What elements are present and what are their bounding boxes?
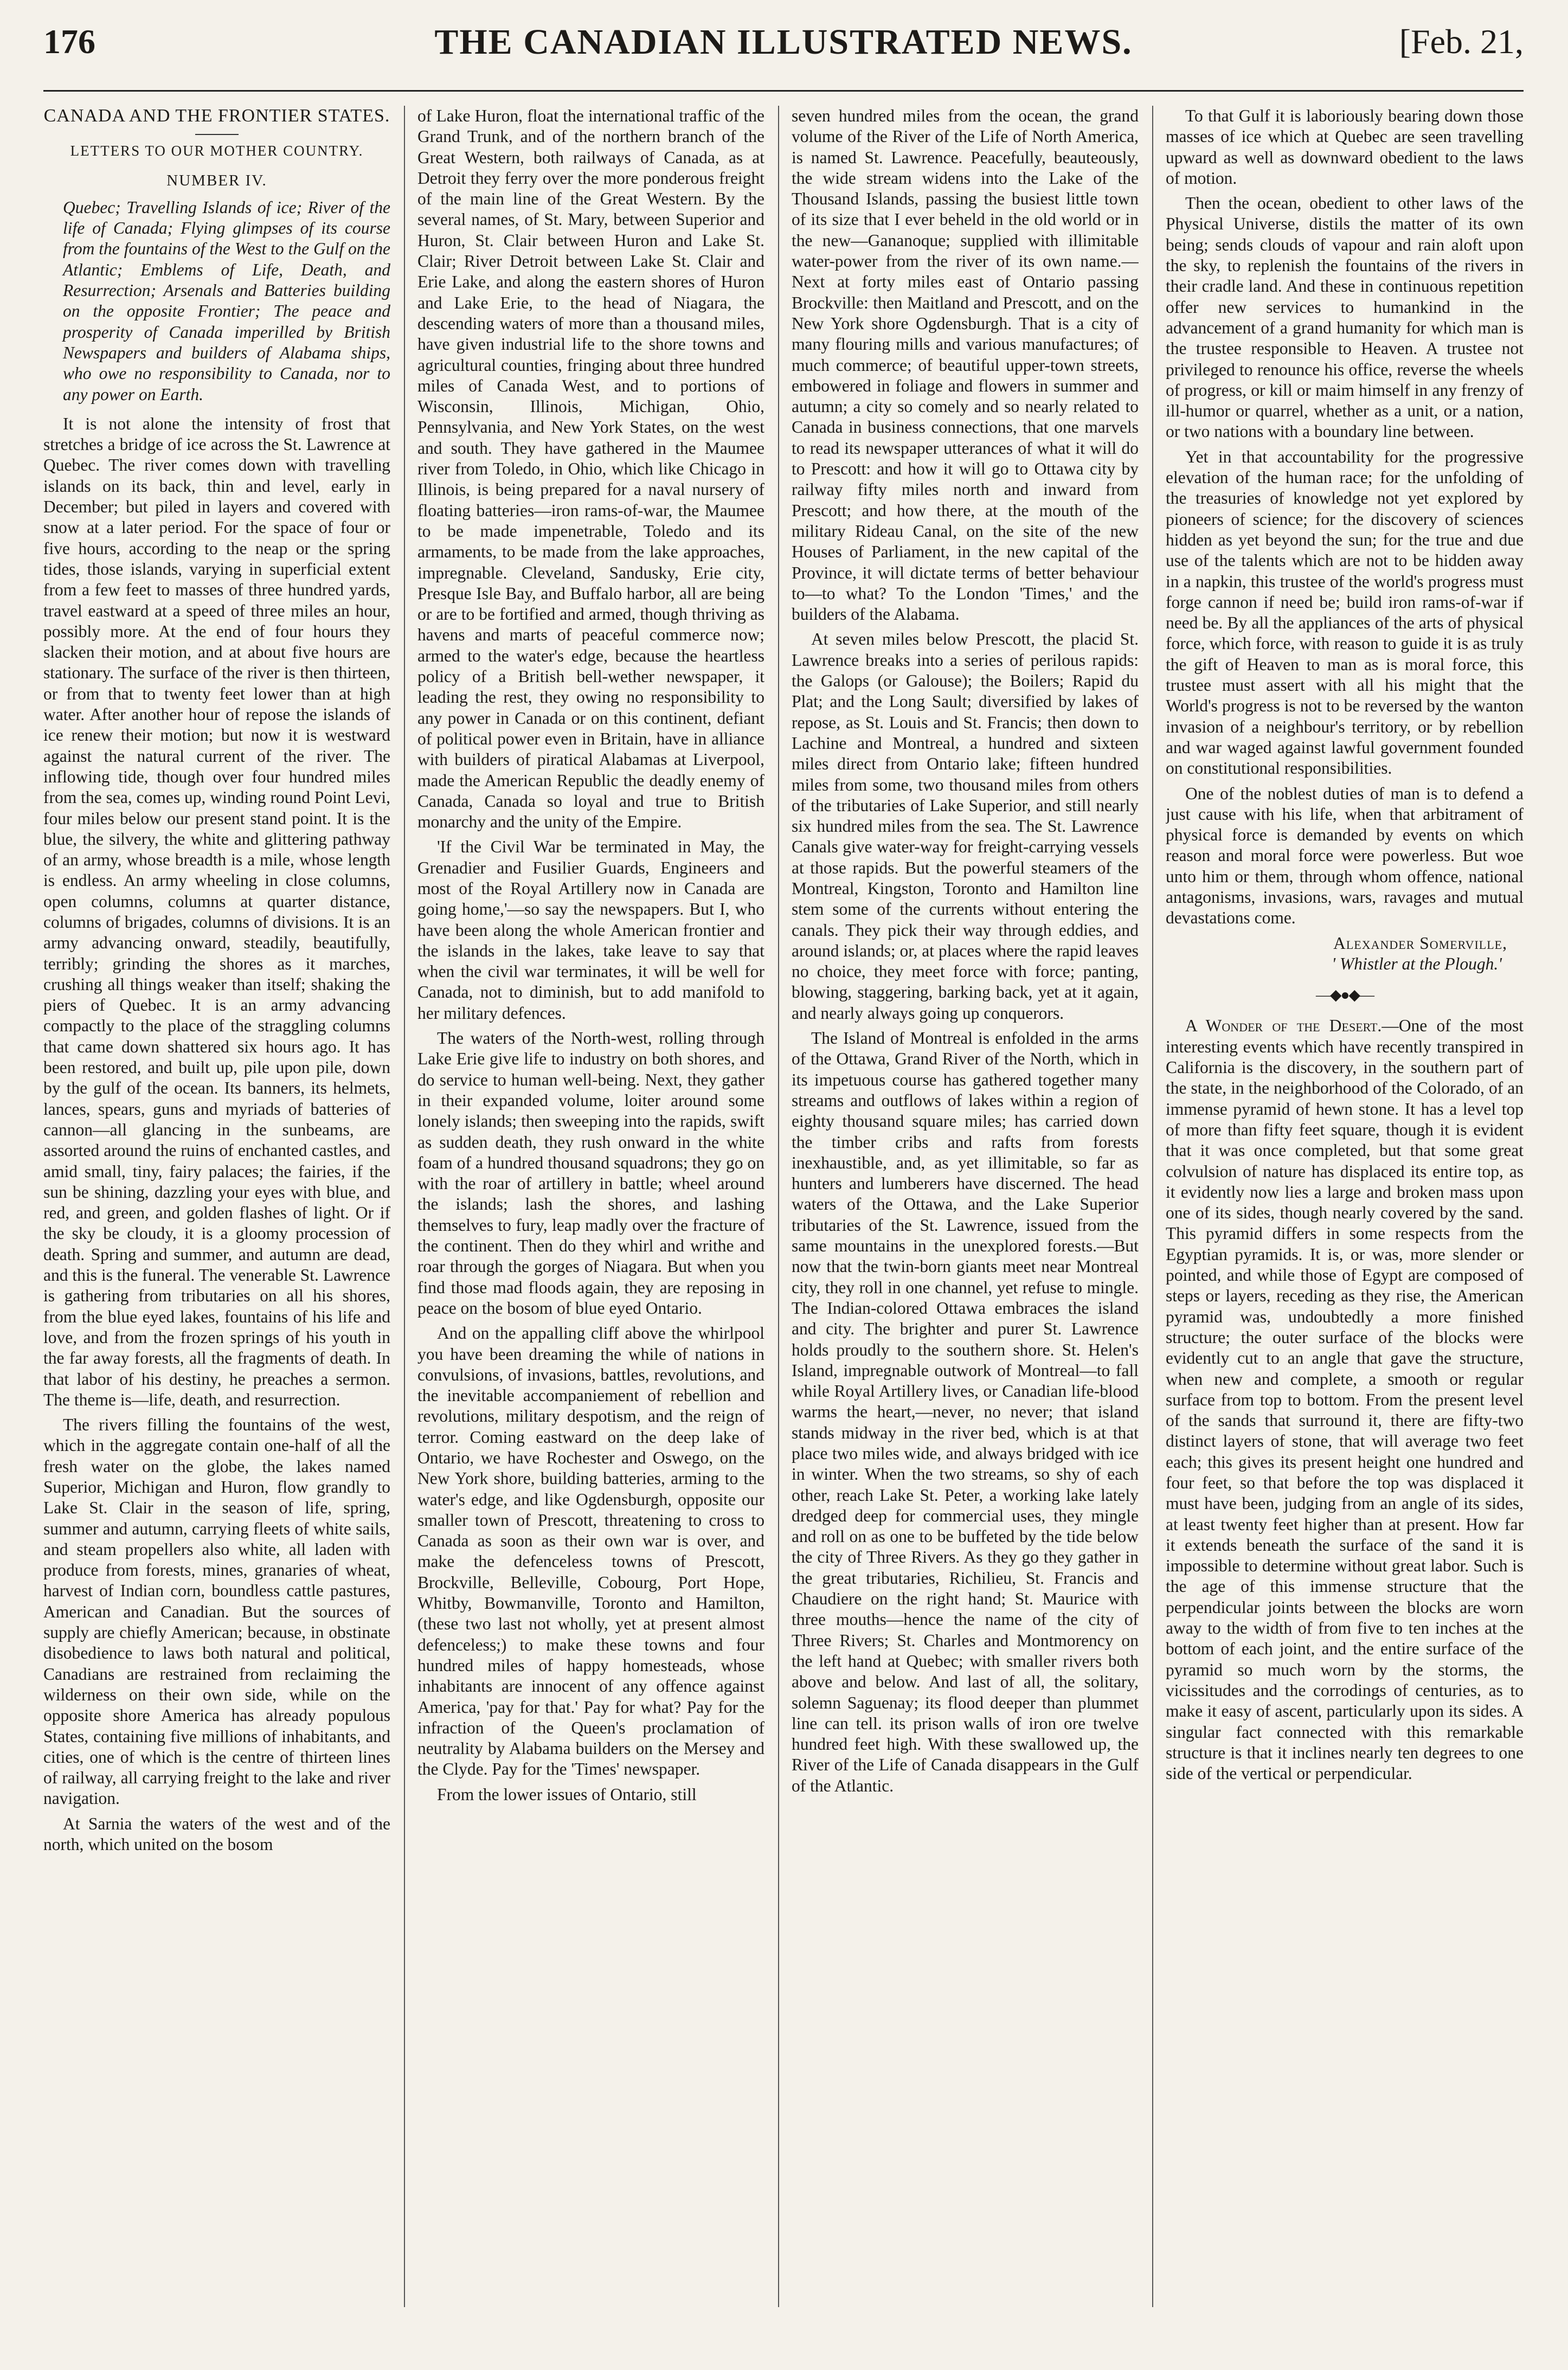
paragraph: From the lower issues of Ontario, still: [437, 1784, 697, 1804]
paragraph: Yet in that accountability for the progressive elevation of the human race; for the unfolding of the treasuries of knowledge not yet explored by pioneers of science; for the discovery of sciences hidden as yet beyond the sun; for the true and due use of the talents which are not to be hidden away in a napkin, this trustee of the world's progress must forge cannon if need be; build iron rams-of-war if need be. By all the appliances of the arts of physical force, which force, with reason to guide it is as truly the gift of Heaven to man as is moral force, this trustee must assert with all his might that the World's progress is not to be reversed by the wanton invasion of a neighbour's territory, or by rebellion and war waged against lawful government founded on constitutional responsibilities.: [1166, 447, 1524, 778]
author-pen-name: ' Whistler at the Plough.': [1332, 954, 1502, 973]
paragraph: To that Gulf it is laboriously bearing down those masses of ice which at Quebec are seen travelling upward as well as downward obedient to the laws of motion.: [1166, 106, 1524, 188]
article-title: CANADA AND THE FRONTIER STATES.: [43, 106, 390, 126]
paragraph: At seven miles below Prescott, the placid St. Lawrence breaks into a series of perilous rapids: the Galops (or Galouse); the Boilers; Rapid du Plat; and the Long Sault; diversified by lakes of repose, as St. Louis and St. Francis; then down to Lachine and Montreal, a hundred and sixteen miles direct from Ontario lake; fifteen hundred miles from some, two thousand miles from others of the tributaries of Lake Superior, and still nearly six hundred miles from the sea. The St. Lawrence Canals give water-way for freight-carrying vessels at those rapids. But the powerful steamers of the Montreal, Kingston, Toronto and Hamilton line stem some of the currents without entering the canals. They pick their way through eddies, and around islands; or, at places where the rapid leaves no choice, they meet force with force; panting, blowing, staggering, barking back, yet at it again, and nearly always going up conquerors.: [792, 630, 1139, 1023]
paragraph: Then the ocean, obedient to other laws of the Physical Universe, distils the matter of its own being; sends clouds of vapour and rain aloft upon the sky, to replenish the fountains of the rivers in their cradle land. And these in continuous repetition offer new services to humankind in the advancement of a grand humanity for which man is the trustee responsible to Heaven. A trustee not privileged to renounce his office, reverse the wheels of progress, or kill or maim himself in any frenzy of ill-humor or quarrel, whether as a unit, or a nation, or two nations with a boundary line between.: [1166, 194, 1524, 441]
paragraph: 'If the Civil War be terminated in May, the Grenadier and Fusilier Guards, Engineers and most of the Royal Artillery now in Canada are going home,'—so say the newspapers. But I, who have been along the whole American frontier and the islands in the lakes, take leave to say that when the civil war terminates, it will be well for Canada, not to diminish, but to add manifold to her military defences.: [417, 837, 764, 1023]
title-rule: [195, 134, 239, 135]
section-ornament: —◆●◆—: [1316, 987, 1373, 1004]
column-3: [792, 106, 1139, 2307]
paragraph: It is not alone the intensity of frost that stretches a bridge of ice across the St. Lawrence at Quebec. The river comes down with travelling islands on its back, thin and level, early in December; but piled in layers and covered with snow at a later period. For the space of four or five hours, according to the neap or the spring tides, those islands, varying in superficial extent from a few feet to masses of three hundred yards, travel eastward at a speed of three miles an hour, possibly more. At the end of four hours they slacken their motion, and at about five hours are stationary. The surface of the river is then thirteen, or from that to twenty feet lower than at high water. After another hour of repose the islands of ice renew their motion; but now it is westward against the natural current of the river. The inflowing tide, though over four hundred miles from the sea, comes up, winding round Point Levi, four miles below our present stand point. It is the blue, the silvery, the white and glittering pathway of an army, whose breadth is a mile, whose length is endless. An army wheeling in close columns, open columns, columns at quarter distance, columns of brigades, columns of divisions. It is an army advancing onward, steadily, beautifully, terribly; grinding the shores as it marches, crushing all things weaker than itself; shaking the piers of Quebec. It is an army advancing compactly to the place of the straggling columns that came down shattered six hours ago. It has been restored, and built up, pile upon pile, down by the gulf of the ocean. Its banners, its helmets, lances, spears, guns and myriads of batteries of cannon—all glancing in the sunbeams, are assorted around the ruins of enchanted castles, and amid small, tiny, fairy palaces; the fairies, if the sun be shining, dazzling your eyes with blue, and red, and green, and golden flashes of light. Or if the sky be cloudy, it is a gloomy procession of death. Spring and summer, and autumn are dead, and this is the funeral. The venerable St. Lawrence is gathering from tributaries on all his shores, from the blue eyed lakes, fountains of his life and love, and from the frozen springs of his youth in the far away forests, all the fragments of death. In that labor of his destiny, he preaches a sermon. The theme is—life, death, and resurrection.: [43, 414, 390, 1409]
page-number: 176: [43, 22, 95, 61]
paragraph: One of the noblest duties of man is to defend a just cause with his life, when that arbitrament of physical force is demanded by events on which reason and moral force were powerless. But woe unto him or them, through whom offence, national antagonisms, invasions, wars, ravages and mutual devastations come.: [1166, 783, 1524, 928]
article-series: LETTERS TO OUR MOTHER COUNTRY.: [70, 143, 364, 159]
paragraph: The rivers filling the fountains of the west, which in the aggregate contain one-half of all the fresh water on the globe, the lakes named Superior, Michigan and Huron, flow grandly to Lake St. Clair in the season of life, spring, summer and autumn, carrying fleets of white sails, and steam propellers also white, all laden with produce from forests, mines, granaries of wheat, harvest of Indian corn, boundless cattle pastures, American and Canadian. But the sources of supply are chiefly American; because, in obstinate disobedience to laws both natural and political, Canadians are restrained from reclaiming the wilderness on their own side, while on the opposite shore America has already populous States, containing five millions of inhabitants, and cities, one of which is the centre of thirteen lines of railway, all carrying freight to the lake and river navigation.: [43, 1415, 390, 1808]
paragraph: The waters of the North-west, rolling through Lake Erie give life to industry on both shores, and do service to human well-being. Next, they gather in their expanded volume, loiter around some lonely islands; then sweeping into the rapids, swift as sudden death, they rush onward in the white foam of a hundred thousand squadrons; they go on with the roar of artillery in battle; wheel around the islands; lash the shores, and lashing themselves to fury, leap madly over the fracture of the continent. Then do they whirl and writhe and roar through the gorges of Niagara. But when you find those mad floods again, they are reposing in peace on the bosom of blue eyed Ontario.: [417, 1029, 764, 1318]
page-header: [43, 22, 1524, 87]
paragraph: At Sarnia the waters of the west and of the north, which united on the bosom: [43, 1814, 390, 1854]
article-columns: [43, 106, 1524, 2307]
column-2: [417, 106, 764, 2307]
header-rule: [43, 90, 1524, 92]
column-4: [1166, 106, 1524, 2307]
article-body: —One of the most interesting events which have recently transpired in California is the discovery, in the southern part of the state, in the neighborhood of the Colorado, of an immense pyramid of hewn stone. It has a level top of more than fifty feet square, though it is evident that it was once completed, but that some great colvulsion of nature has displaced its entire top, as it evidently now lies a large and broken mass upon one of its sides, though nearly covered by the sand. This pyramid differs in some respects from the Egyptian pyramids. It is, or was, more slender or pointed, and while those of Egypt are composed of steps or layers, receding as they rise, the American pyramid was, undoubtedly a more finished structure; the outer surface of the blocks were evidently cut to an angle that gave the structure, when new and complete, a smooth or regular surface from top to bottom. From the present level of the sands that surround it, there are fifty-two distinct layers of stone, that will average two feet each; this gives its present height one hundred and four feet, so that before the top was displaced it must have been, judging from an angle of its sides, at least twenty feet higher than at present. How far it extends beneath the surface of the sand it is impossible to determine without great labor. Such is the age of this immense structure that the perpendicular joints between the blocks are worn away to the width of from five to ten inches at the bottom of each joint, and the entire surface of the pyramid so much worn by the storms, the vicissitudes and the corrodings of centuries, as to make it easy of ascent, particularly upon its sides. A singular fact connected with this remarkable structure is that it inclines nearly ten degrees to one side of the vertical or perpendicular.: [1166, 1016, 1524, 1783]
paragraph: seven hundred miles from the ocean, the grand volume of the River of the Life of North America, is named St. Lawrence. Peacefully, beauteously, the wide stream widens into the Lake of the Thousand Islands, passing the busiest little town of its size that I ever beheld in the old world or in the new—Gananoque; supplied with illimitable water-power from the river of its own name.—Next at forty miles east of Ontario passing Brockville: then Maitland and Prescott, and on the New York shore Ogdensburgh. That is a city of many flouring mills and various manufactures; of much commerce; of beautiful upper-town streets, embowered in foliage and flowers in summer and autumn; a city so comely and so nearly related to Canada in business connections, that one marvels to read its newspaper utterances of what it will do to Prescott: and how it will go to Ottawa city by railway fifty miles north and inward from Prescott; and how there, at the mouth of the military Rideau Canal, on the site of the new Houses of Parliament, in the new capital of the Province, it will dictate terms of better behaviour to—to what? To the London 'Times,' and the builders of the Alabama.: [792, 106, 1139, 624]
paragraph: And on the appalling cliff above the whirlpool you have been dreaming the while of nations in convulsions, of invasions, battles, revolutions, and the inevitable accompaniement of rebellion and revolutions, military despotism, and the reign of terror. Coming eastward on the deep lake of Ontario, we have Rochester and Oswego, on the New York shore, building batteries, arming to the water's edge, and like Ogdensburgh, opposite our smaller town of Prescott, threatening to cross to Canada as soon as their own war is over, and make the defenceless towns of Prescott, Brockville, Belleville, Cobourg, Port Hope, Whitby, Bowmanville, Toronto and Hamilton, (these two last not wholly, yet at present almost defenceless;) to make these towns and four hundred miles of happy homesteads, whose inhabitants are innocent of any offence against America, 'pay for that.' Pay for what? Pay for the infraction of the Queen's proclamation of neutrality by Alabama builders on the Mersey and the Clyde. Pay for the 'Times' newspaper.: [417, 1324, 764, 1779]
column-divider: [778, 106, 779, 2307]
article-heading: A Wonder of the Desert.: [1185, 1016, 1382, 1036]
paragraph: The Island of Montreal is enfolded in the arms of the Ottawa, Grand River of the North, which in its impetuous course has gathered together many streams and outflows of lakes within a region of eighty thousand square miles; has carried down the timber cribs and rafts from forests inexhaustible, and, as yet illimitable, so far as hunters and lumberers have discerned. The head waters of the Ottawa, and the Lake Superior tributaries of the St. Lawrence, issued from the same mountains in the unexplored forests.—But now that the twin-born giants meet near Montreal city, they roll in one channel, yet refuse to mingle. The Indian-colored Ottawa embraces the island and city. The brighter and purer St. Lawrence holds proudly to the southern shore. St. Helen's Island, impregnable outwork of Montreal—to fall while Royal Artillery lives, or Canadian life-blood warms the heart,—never, no never; that island stands midway in the river bed, which is at that place two miles wide, and always bridged with ice in winter. When the two streams, so shy of each other, reach Lake St. Peter, a working lake lately dredged deep for commercial uses, they mingle and roll on as one to be buffeted by the tide below the city of Three Rivers. As they go they gather in the great tributaries, Richilieu, St. Francis and Chaudiere on the right hand; St. Maurice with three mouths—hence the name of the city of Three Rivers; St. Charles and Montmorency on the left hand at Quebec; with smaller rivers both above and below. And last of all, the solitary, solemn Saguenay; its flood deeper than plummet line can tell. its prison walls of iron ore twelve hundred feet high. With these swallowed up, the River of the Life of Canada disappears in the Gulf of the Atlantic.: [792, 1029, 1139, 1795]
issue-date: [Feb. 21,: [1399, 22, 1524, 61]
paragraph: [1166, 1016, 1524, 1784]
article-number: NUMBER IV.: [166, 171, 267, 189]
article-summary: Quebec; Travelling Islands of ice; River of the life of Canada; Flying glimpses of its course from the fountains of the West to the Gulf on the Atlantic; Emblems of Life, Death, and Resurrection; Arsenals and Batteries building on the opposite Frontier; The peace and prosperity of Canada imperilled by British Newspapers and builders of Alabama ships, who owe no responsibility to Canada, nor to any power on Earth.: [63, 197, 390, 404]
paragraph: of Lake Huron, float the international traffic of the Grand Trunk, and of the northern branch of the Great Western, both railways of Canada, as at Detroit they ferry over the more ponderous freight of the main line of the Great Western. By the several names, of St. Mary, between Superior and Huron, St. Clair between Huron and Lake St. Clair; River Detroit between Lake St. Clair and Erie Lake, and along the eastern shores of Huron and Lake Erie, to the head of Niagara, the descending waters of more than a thousand miles, have given industrial life to the shore towns and agricultural counties, fringing about three hundred miles of Canada West, and to portions of Wisconsin, Illinois, Michigan, Ohio, Pennsylvania, and New York States, on the west and south. They have gathered in the Maumee river from Toledo, in Ohio, which like Chicago in Illinois, is being prepared for a naval nursery of floating batteries—iron rams-of-war, the Maumee to be made impenetrable, Toledo and its armaments, to be made from the lake approaches, impregnable. Cleveland, Sandusky, Erie city, Presque Isle Bay, and Buffalo harbor, all are being or are to be fortified and armed, though thriving as havens and marts of peaceful commerce now; armed to the water's edge, because the heartless policy of a British bell-wether newspaper, it leading the rest, they owing no responsibility to any power in Canada or on this continent, defiant of political power even in Britain, have in alliance with builders of piratical Alabamas at Liverpool, made the American Republic the deadly enemy of Canada, Canada so loyal and true to British monarchy and the unity of the Empire.: [417, 106, 764, 832]
column-1: [43, 106, 390, 2307]
masthead-title: THE CANADIAN ILLUSTRATED NEWS.: [434, 22, 1133, 62]
column-divider: [1152, 106, 1153, 2307]
author-signature: Alexander Somerville,: [1333, 933, 1507, 953]
column-divider: [404, 106, 405, 2307]
